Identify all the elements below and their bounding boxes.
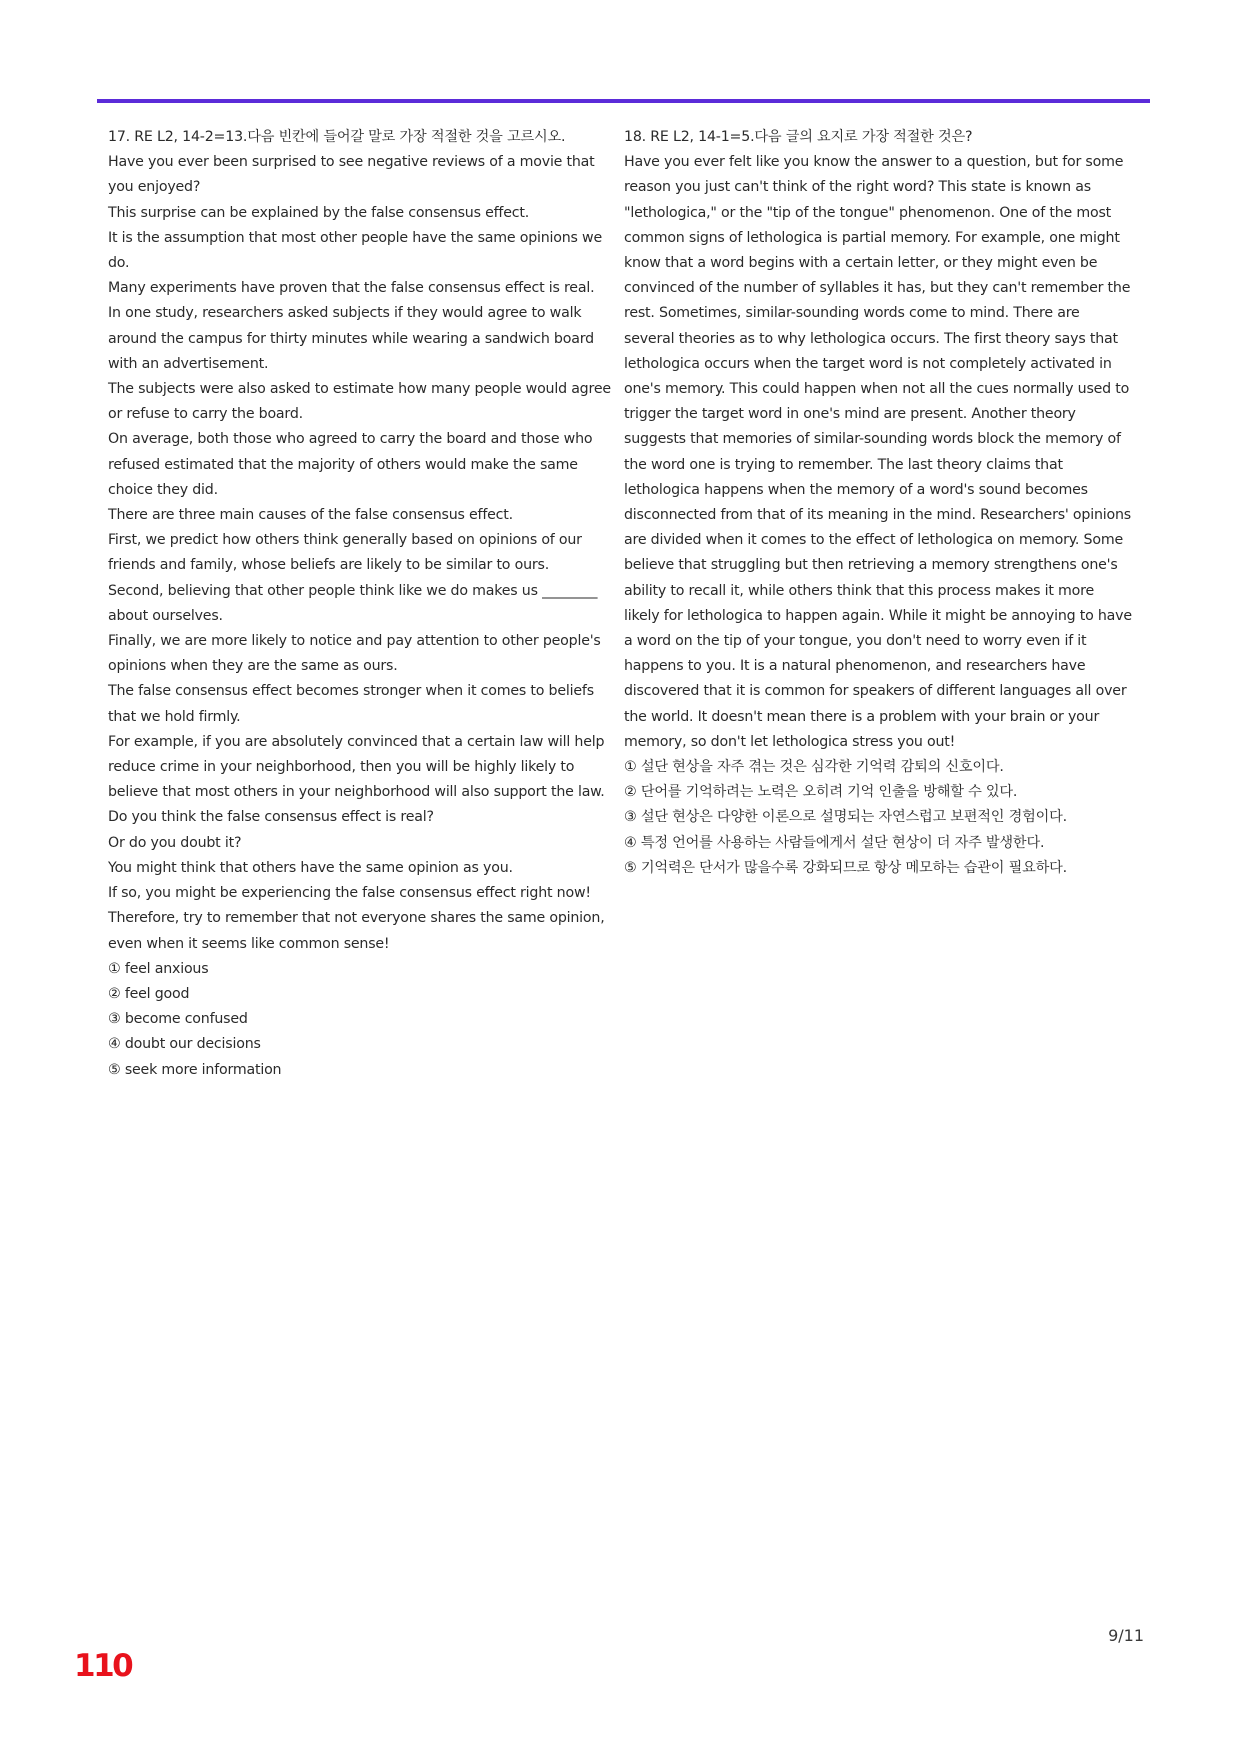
passage-line: It is the assumption that most other people have the same opinions we do.: [108, 229, 602, 272]
header-rule: [97, 99, 1150, 103]
passage: Have you ever felt like you know the answer to a question, but for some reason you just can't think of the right word? This state is known as "lethologica," or the "tip of the tongue" phenomenon. One of the most common signs of lethologica is partial memory. For example, one might know that a word begins with a certain letter, or they might even be convinced of the number of syllables it has, but they can't remember the rest. Sometimes, similar-sounding words come to mind. There are several theories as to why lethologica occurs. The first theory says that lethologica occurs when the target word is not completely activated in one's memory. This could happen when not all the cues normally used to trigger the target word in one's mind are present. Another theory suggests that memories of similar-sounding words block the memory of the word one is trying to remember. The last theory claims that lethologica happens when the memory of a word's sound becomes disconnected from that of its meaning in the mind. Researchers' opinions are divided when it comes to the effect of lethologica on memory. Some believe that struggling but then retrieving a memory strengthens one's ability to recall it, while others think that this process makes it more likely for lethologica to happen again. While it might be annoying to have a word on the tip of your tongue, you don't need to worry even if it happens to you. It is a natural phenomenon, and researchers have discovered that it is common for speakers of different languages all over the world. It doesn't mean there is a problem with your brain or your memory, so don't let lethologica stress you out!: [624, 154, 1132, 750]
passage-line: Many experiments have proven that the false consensus effect is real.: [108, 280, 595, 297]
passage-line: On average, both those who agreed to carry the board and those who refused estimated that the majority of others would make the same choice they did.: [108, 431, 593, 498]
brand-logo: 110: [74, 1648, 132, 1684]
passage-line: The subjects were also asked to estimate how many people would agree or refuse to carry the board.: [108, 381, 611, 423]
passage-line: First, we predict how others think generally based on opinions of our friends and family, whose beliefs are likely to be similar to ours.: [108, 532, 582, 574]
answer-option-3: ③ 설단 현상은 다양한 이론으로 설명되는 자연스럽고 보편적인 경험이다.: [624, 809, 1067, 826]
passage-line: In one study, researchers asked subjects if they would agree to walk around the campus for thirty minutes while wearing a sandwich board with an advertisement.: [108, 305, 594, 372]
passage-line: Or do you doubt it?: [108, 834, 242, 851]
answer-option-3: ③ become confused: [108, 1011, 248, 1028]
question-17-header: 17. RE L2, 14-2=13.다음 빈칸에 들어갈 말로 가장 적절한 것을 고르시오.: [108, 129, 566, 145]
passage-line: This surprise can be explained by the false consensus effect.: [108, 204, 530, 221]
answer-option-4: ④ doubt our decisions: [108, 1036, 261, 1053]
passage-line: If so, you might be experiencing the false consensus effect right now!: [108, 885, 591, 902]
passage-line: Do you think the false consensus effect is real?: [108, 809, 434, 826]
passage-line: Therefore, try to remember that not everyone shares the same opinion, even when it seems like common sense!: [108, 910, 605, 952]
answer-option-1: ① 설단 현상을 자주 겪는 것은 심각한 기억력 감퇴의 신호이다.: [624, 759, 1004, 776]
answer-option-5: ⑤ 기억력은 단서가 많을수록 강화되므로 항상 메모하는 습관이 필요하다.: [624, 859, 1067, 876]
passage-line: Finally, we are more likely to notice and pay attention to other people's opinions when they are the same as ours.: [108, 633, 601, 675]
passage-line: You might think that others have the same opinion as you.: [108, 859, 513, 876]
passage-line: For example, if you are absolutely convinced that a certain law will help reduce crime in your neighborhood, then you will be highly likely to believe that most others in your neighborhood will also support the law.: [108, 733, 605, 801]
question-17: [108, 125, 616, 1083]
passage-line: There are three main causes of the false consensus effect.: [108, 507, 513, 524]
answer-option-5: ⑤ seek more information: [108, 1061, 282, 1078]
question-18: [624, 125, 1132, 881]
passage-line-blank: Second, believing that other people think like we do makes us ________ about ourselves.: [108, 582, 598, 624]
page-number: 9/11: [1108, 1626, 1144, 1645]
answer-option-2: ② feel good: [108, 985, 190, 1002]
answer-option-2: ② 단어를 기억하려는 노력은 오히려 기억 인출을 방해할 수 있다.: [624, 784, 1018, 801]
question-18-header: 18. RE L2, 14-1=5.다음 글의 요지로 가장 적절한 것은?: [624, 129, 973, 145]
answer-option-4: ④ 특정 언어를 사용하는 사람들에게서 설단 현상이 더 자주 발생한다.: [624, 834, 1045, 851]
passage-line: Have you ever been surprised to see negative reviews of a movie that you enjoyed?: [108, 154, 595, 196]
answer-option-1: ① feel anxious: [108, 960, 209, 977]
passage-line: The false consensus effect becomes stronger when it comes to beliefs that we hold firmly.: [108, 683, 594, 725]
